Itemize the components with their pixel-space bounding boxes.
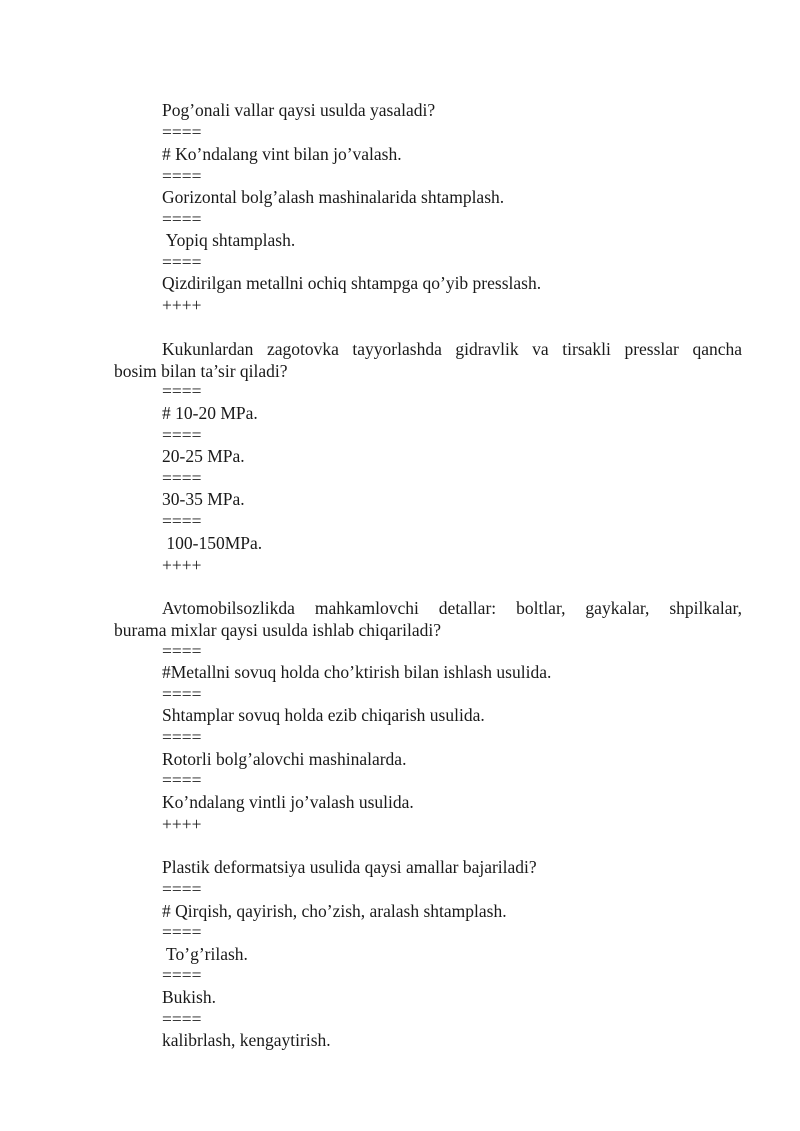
separator: ====	[162, 879, 202, 899]
separator: ====	[162, 684, 202, 704]
separator: ====	[162, 727, 202, 747]
question-4-text: Plastik deformatsiya usulida qaysi amallar bajariladi?	[162, 857, 537, 877]
separator: ====	[162, 468, 202, 488]
answer-option: Yopiq shtamplash.	[162, 230, 296, 250]
question-line: bosim bilan ta’sir qiladi?	[114, 361, 288, 381]
answer-option: 100-150MPa.	[162, 533, 263, 553]
separator: ====	[162, 1009, 202, 1029]
answer-option-correct: # Qirqish, qayirish, cho’zish, aralash shtamplash.	[162, 901, 507, 921]
question-line: burama mixlar qaysi usulda ishlab chiqariladi?	[114, 620, 442, 640]
answer-option: Bukish.	[162, 987, 216, 1007]
answer-option: Ko’ndalang vintli jo’valash usulida.	[162, 792, 414, 812]
separator: ====	[162, 511, 202, 531]
answer-option-correct: # Ko’ndalang vint bilan jo’valash.	[162, 144, 402, 164]
answer-option-correct: #Metallni sovuq holda cho’ktirish bilan ishlash usulida.	[162, 662, 552, 682]
answer-option: Shtamplar sovuq holda ezib chiqarish usulida.	[162, 705, 485, 725]
answer-option: Rotorli bolg’alovchi mashinalarda.	[162, 749, 407, 769]
separator: ====	[162, 922, 202, 942]
question-end-marker: ++++	[162, 814, 202, 834]
question-2-text	[114, 338, 742, 382]
answer-option-correct: # 10-20 MPa.	[162, 403, 258, 423]
answer-option: To’g’rilash.	[162, 944, 248, 964]
separator: ====	[162, 965, 202, 985]
separator: ====	[162, 425, 202, 445]
separator: ====	[162, 252, 202, 272]
question-end-marker: ++++	[162, 555, 202, 575]
answer-option: Qizdirilgan metallni ochiq shtampga qo’yib presslash.	[162, 273, 542, 293]
answer-option: kalibrlash, kengaytirish.	[162, 1030, 331, 1050]
question-1-text: Pog’onali vallar qaysi usulda yasaladi?	[162, 100, 436, 120]
separator: ====	[162, 209, 202, 229]
separator: ====	[162, 122, 202, 142]
answer-option: Gorizontal bolg’alash mashinalarida shtamplash.	[162, 187, 505, 207]
separator: ====	[162, 641, 202, 661]
separator: ====	[162, 166, 202, 186]
question-line: Kukunlardan zagotovka tayyorlashda gidravlik va tirsakli presslar qancha	[162, 339, 742, 359]
question-3-text	[114, 597, 742, 641]
question-end-marker: ++++	[162, 295, 202, 315]
answer-option: 20-25 MPa.	[162, 446, 245, 466]
answer-option: 30-35 MPa.	[162, 489, 245, 509]
question-line: Avtomobilsozlikda mahkamlovchi detallar: boltlar, gaykalar, shpilkalar,	[162, 598, 742, 618]
separator: ====	[162, 381, 202, 401]
separator: ====	[162, 770, 202, 790]
